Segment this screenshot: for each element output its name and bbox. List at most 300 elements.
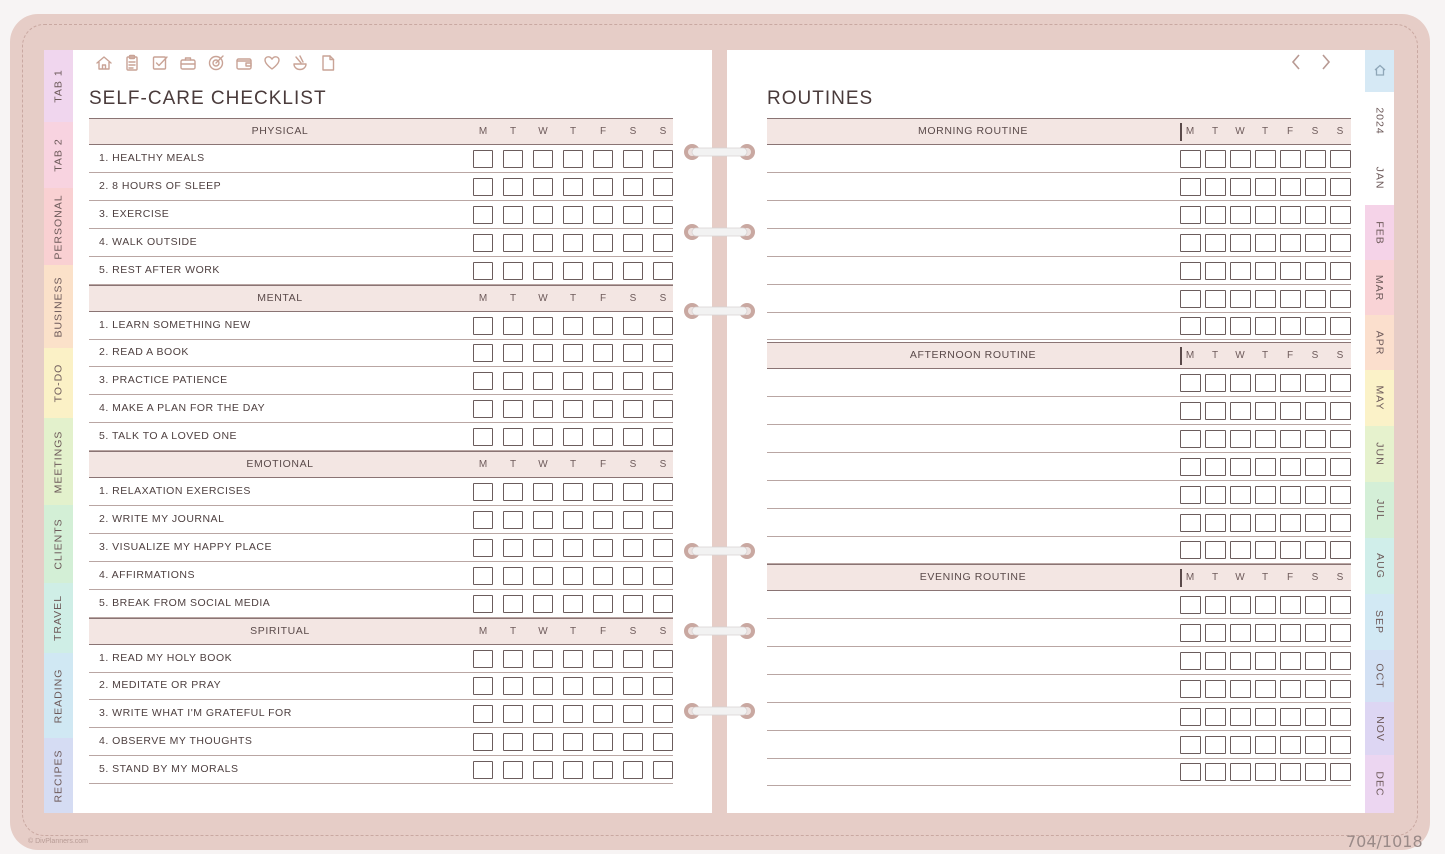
routine-checkbox-t-3[interactable]: [1255, 150, 1276, 168]
checkbox-t-3[interactable]: [563, 206, 583, 224]
checkbox-t-1[interactable]: [503, 206, 523, 224]
routine-checkbox-s-5[interactable]: [1305, 708, 1326, 726]
checkbox-t-1[interactable]: [503, 428, 523, 446]
checkbox-w-2[interactable]: [533, 206, 553, 224]
section-tab-personal[interactable]: [44, 188, 73, 265]
checkbox-w-2[interactable]: [533, 483, 553, 501]
routine-checkbox-m-0[interactable]: [1180, 206, 1201, 224]
checkbox-t-1[interactable]: [503, 262, 523, 280]
routine-checkbox-t-3[interactable]: [1255, 541, 1276, 559]
heart-icon[interactable]: [262, 53, 282, 73]
routine-checkbox-m-0[interactable]: [1180, 150, 1201, 168]
routine-checkbox-t-3[interactable]: [1255, 736, 1276, 754]
checkbox-f-4[interactable]: [593, 733, 613, 751]
routine-checkbox-t-1[interactable]: [1205, 234, 1226, 252]
checkbox-t-3[interactable]: [563, 705, 583, 723]
checkbox-m-0[interactable]: [473, 428, 493, 446]
checkbox-s-6[interactable]: [653, 150, 673, 168]
routine-checkbox-t-1[interactable]: [1205, 178, 1226, 196]
routine-checkbox-s-6[interactable]: [1330, 763, 1351, 781]
home-tab[interactable]: [1365, 50, 1394, 92]
checkbox-f-4[interactable]: [593, 650, 613, 668]
routine-checkbox-t-1[interactable]: [1205, 374, 1226, 392]
checkbox-s-5[interactable]: [623, 483, 643, 501]
routine-checkbox-s-5[interactable]: [1305, 234, 1326, 252]
checkbox-t-1[interactable]: [503, 539, 523, 557]
checkbox-t-1[interactable]: [503, 178, 523, 196]
checkbox-s-5[interactable]: [623, 733, 643, 751]
checkbox-m-0[interactable]: [473, 178, 493, 196]
routine-checkbox-t-1[interactable]: [1205, 541, 1226, 559]
checkbox-f-4[interactable]: [593, 511, 613, 529]
routine-checkbox-w-2[interactable]: [1230, 206, 1251, 224]
routine-checkbox-w-2[interactable]: [1230, 652, 1251, 670]
routine-checkbox-s-6[interactable]: [1330, 458, 1351, 476]
checkbox-t-1[interactable]: [503, 372, 523, 390]
routine-checkbox-w-2[interactable]: [1230, 234, 1251, 252]
routine-checkbox-t-3[interactable]: [1255, 430, 1276, 448]
routine-checkbox-t-3[interactable]: [1255, 763, 1276, 781]
routine-checkbox-s-5[interactable]: [1305, 178, 1326, 196]
checkbox-s-5[interactable]: [623, 150, 643, 168]
section-tab-recipes[interactable]: [44, 738, 73, 813]
checkbox-f-4[interactable]: [593, 372, 613, 390]
checkbox-m-0[interactable]: [473, 150, 493, 168]
checkbox-s-6[interactable]: [653, 206, 673, 224]
routine-checkbox-w-2[interactable]: [1230, 514, 1251, 532]
checkbox-s-6[interactable]: [653, 595, 673, 613]
routine-checkbox-t-1[interactable]: [1205, 736, 1226, 754]
routine-checkbox-t-1[interactable]: [1205, 290, 1226, 308]
section-tab-clients[interactable]: [44, 505, 73, 583]
checkbox-t-3[interactable]: [563, 317, 583, 335]
checkbox-s-6[interactable]: [653, 344, 673, 362]
section-tab-business[interactable]: [44, 265, 73, 348]
routine-checkbox-t-3[interactable]: [1255, 234, 1276, 252]
checkbox-w-2[interactable]: [533, 539, 553, 557]
checkbox-t-1[interactable]: [503, 761, 523, 779]
routine-checkbox-s-5[interactable]: [1305, 652, 1326, 670]
routine-checkbox-m-0[interactable]: [1180, 596, 1201, 614]
checkbox-s-6[interactable]: [653, 234, 673, 252]
routine-checkbox-m-0[interactable]: [1180, 178, 1201, 196]
checkbox-t-3[interactable]: [563, 428, 583, 446]
routine-checkbox-s-5[interactable]: [1305, 514, 1326, 532]
routine-checkbox-s-6[interactable]: [1330, 150, 1351, 168]
wallet-icon[interactable]: [234, 53, 254, 73]
checkbox-f-4[interactable]: [593, 150, 613, 168]
checkbox-t-3[interactable]: [563, 733, 583, 751]
checkbox-m-0[interactable]: [473, 650, 493, 668]
routine-checkbox-t-3[interactable]: [1255, 708, 1276, 726]
checkbox-s-6[interactable]: [653, 428, 673, 446]
checkbox-t-1[interactable]: [503, 483, 523, 501]
checkbox-w-2[interactable]: [533, 567, 553, 585]
routine-checkbox-m-0[interactable]: [1180, 430, 1201, 448]
checkbox-t-1[interactable]: [503, 344, 523, 362]
checkbox-s-5[interactable]: [623, 677, 643, 695]
routine-checkbox-t-1[interactable]: [1205, 680, 1226, 698]
checkbox-t-3[interactable]: [563, 761, 583, 779]
month-tab-mar[interactable]: [1365, 260, 1394, 315]
month-tab-feb[interactable]: [1365, 205, 1394, 260]
routine-checkbox-t-3[interactable]: [1255, 680, 1276, 698]
routine-checkbox-w-2[interactable]: [1230, 736, 1251, 754]
routine-checkbox-f-4[interactable]: [1280, 234, 1301, 252]
routine-checkbox-s-5[interactable]: [1305, 680, 1326, 698]
checkbox-t-1[interactable]: [503, 150, 523, 168]
checkbox-m-0[interactable]: [473, 595, 493, 613]
month-tab-aug[interactable]: [1365, 538, 1394, 594]
routine-checkbox-s-6[interactable]: [1330, 262, 1351, 280]
routine-checkbox-s-5[interactable]: [1305, 206, 1326, 224]
checkbox-icon[interactable]: [150, 53, 170, 73]
routine-checkbox-s-6[interactable]: [1330, 178, 1351, 196]
checkbox-w-2[interactable]: [533, 428, 553, 446]
routine-checkbox-m-0[interactable]: [1180, 624, 1201, 642]
checkbox-s-6[interactable]: [653, 567, 673, 585]
checkbox-m-0[interactable]: [473, 372, 493, 390]
checkbox-t-1[interactable]: [503, 733, 523, 751]
checkbox-t-3[interactable]: [563, 178, 583, 196]
month-tab-nov[interactable]: [1365, 702, 1394, 755]
routine-checkbox-f-4[interactable]: [1280, 541, 1301, 559]
checkbox-f-4[interactable]: [593, 262, 613, 280]
month-tab-may[interactable]: [1365, 370, 1394, 426]
checkbox-m-0[interactable]: [473, 317, 493, 335]
checkbox-t-3[interactable]: [563, 234, 583, 252]
checkbox-s-6[interactable]: [653, 262, 673, 280]
routine-checkbox-f-4[interactable]: [1280, 514, 1301, 532]
routine-checkbox-w-2[interactable]: [1230, 763, 1251, 781]
routine-checkbox-w-2[interactable]: [1230, 430, 1251, 448]
routine-checkbox-t-3[interactable]: [1255, 514, 1276, 532]
routine-checkbox-s-6[interactable]: [1330, 736, 1351, 754]
routine-checkbox-s-6[interactable]: [1330, 652, 1351, 670]
routine-checkbox-s-5[interactable]: [1305, 430, 1326, 448]
routine-checkbox-m-0[interactable]: [1180, 763, 1201, 781]
routine-checkbox-m-0[interactable]: [1180, 374, 1201, 392]
routine-checkbox-w-2[interactable]: [1230, 596, 1251, 614]
routine-checkbox-s-6[interactable]: [1330, 708, 1351, 726]
target-icon[interactable]: [206, 53, 226, 73]
checkbox-w-2[interactable]: [533, 733, 553, 751]
checkbox-s-5[interactable]: [623, 400, 643, 418]
page-icon[interactable]: [318, 53, 338, 73]
checkbox-s-6[interactable]: [653, 733, 673, 751]
routine-checkbox-t-3[interactable]: [1255, 374, 1276, 392]
checkbox-s-5[interactable]: [623, 262, 643, 280]
checkbox-t-3[interactable]: [563, 650, 583, 668]
checkbox-t-3[interactable]: [563, 567, 583, 585]
checkbox-t-3[interactable]: [563, 262, 583, 280]
routine-checkbox-t-1[interactable]: [1205, 262, 1226, 280]
routine-checkbox-t-1[interactable]: [1205, 317, 1226, 335]
routine-checkbox-t-3[interactable]: [1255, 317, 1276, 335]
routine-checkbox-t-1[interactable]: [1205, 708, 1226, 726]
checkbox-s-5[interactable]: [623, 650, 643, 668]
routine-checkbox-f-4[interactable]: [1280, 652, 1301, 670]
checkbox-w-2[interactable]: [533, 705, 553, 723]
routine-checkbox-s-5[interactable]: [1305, 541, 1326, 559]
month-tab-sep[interactable]: [1365, 594, 1394, 650]
routine-checkbox-s-6[interactable]: [1330, 206, 1351, 224]
checkbox-w-2[interactable]: [533, 317, 553, 335]
checkbox-m-0[interactable]: [473, 761, 493, 779]
routine-checkbox-s-6[interactable]: [1330, 402, 1351, 420]
checkbox-t-1[interactable]: [503, 317, 523, 335]
checkbox-s-6[interactable]: [653, 677, 673, 695]
checkbox-w-2[interactable]: [533, 677, 553, 695]
routine-checkbox-f-4[interactable]: [1280, 486, 1301, 504]
routine-checkbox-t-1[interactable]: [1205, 206, 1226, 224]
routine-checkbox-m-0[interactable]: [1180, 736, 1201, 754]
checkbox-w-2[interactable]: [533, 595, 553, 613]
routine-checkbox-w-2[interactable]: [1230, 541, 1251, 559]
routine-checkbox-t-3[interactable]: [1255, 624, 1276, 642]
routine-checkbox-f-4[interactable]: [1280, 430, 1301, 448]
routine-checkbox-t-3[interactable]: [1255, 206, 1276, 224]
routine-checkbox-s-6[interactable]: [1330, 541, 1351, 559]
routine-checkbox-f-4[interactable]: [1280, 708, 1301, 726]
month-tab-jul[interactable]: [1365, 482, 1394, 538]
routine-checkbox-m-0[interactable]: [1180, 234, 1201, 252]
checkbox-s-5[interactable]: [623, 761, 643, 779]
routine-checkbox-s-6[interactable]: [1330, 514, 1351, 532]
routine-checkbox-t-3[interactable]: [1255, 178, 1276, 196]
checkbox-m-0[interactable]: [473, 344, 493, 362]
checkbox-t-1[interactable]: [503, 511, 523, 529]
routine-checkbox-s-6[interactable]: [1330, 430, 1351, 448]
checkbox-f-4[interactable]: [593, 317, 613, 335]
routine-checkbox-s-5[interactable]: [1305, 150, 1326, 168]
routine-checkbox-f-4[interactable]: [1280, 763, 1301, 781]
checkbox-s-6[interactable]: [653, 483, 673, 501]
routine-checkbox-s-5[interactable]: [1305, 458, 1326, 476]
checkbox-w-2[interactable]: [533, 372, 553, 390]
checkbox-t-3[interactable]: [563, 483, 583, 501]
checkbox-t-1[interactable]: [503, 650, 523, 668]
checkbox-s-6[interactable]: [653, 178, 673, 196]
routine-checkbox-f-4[interactable]: [1280, 736, 1301, 754]
checkbox-s-5[interactable]: [623, 511, 643, 529]
checkbox-m-0[interactable]: [473, 567, 493, 585]
routine-checkbox-t-1[interactable]: [1205, 402, 1226, 420]
checkbox-t-3[interactable]: [563, 400, 583, 418]
routine-checkbox-f-4[interactable]: [1280, 680, 1301, 698]
routine-checkbox-t-3[interactable]: [1255, 262, 1276, 280]
checkbox-s-6[interactable]: [653, 372, 673, 390]
month-tab-oct[interactable]: [1365, 650, 1394, 702]
routine-checkbox-s-5[interactable]: [1305, 736, 1326, 754]
checkbox-w-2[interactable]: [533, 400, 553, 418]
checkbox-f-4[interactable]: [593, 206, 613, 224]
routine-checkbox-s-5[interactable]: [1305, 374, 1326, 392]
routine-checkbox-f-4[interactable]: [1280, 150, 1301, 168]
routine-checkbox-t-3[interactable]: [1255, 402, 1276, 420]
checkbox-w-2[interactable]: [533, 262, 553, 280]
checkbox-s-5[interactable]: [623, 206, 643, 224]
routine-checkbox-m-0[interactable]: [1180, 708, 1201, 726]
routine-checkbox-m-0[interactable]: [1180, 680, 1201, 698]
checkbox-w-2[interactable]: [533, 344, 553, 362]
section-tab-reading[interactable]: [44, 653, 73, 738]
checkbox-f-4[interactable]: [593, 595, 613, 613]
routine-checkbox-m-0[interactable]: [1180, 402, 1201, 420]
routine-checkbox-s-5[interactable]: [1305, 596, 1326, 614]
checkbox-m-0[interactable]: [473, 705, 493, 723]
routine-checkbox-t-1[interactable]: [1205, 430, 1226, 448]
routine-checkbox-f-4[interactable]: [1280, 624, 1301, 642]
checkbox-s-5[interactable]: [623, 705, 643, 723]
checkbox-m-0[interactable]: [473, 539, 493, 557]
checkbox-t-3[interactable]: [563, 511, 583, 529]
routine-checkbox-t-1[interactable]: [1205, 458, 1226, 476]
checkbox-s-5[interactable]: [623, 178, 643, 196]
checkbox-m-0[interactable]: [473, 483, 493, 501]
routine-checkbox-t-1[interactable]: [1205, 514, 1226, 532]
checkbox-w-2[interactable]: [533, 178, 553, 196]
routine-checkbox-f-4[interactable]: [1280, 317, 1301, 335]
checkbox-s-5[interactable]: [623, 567, 643, 585]
checkbox-s-6[interactable]: [653, 511, 673, 529]
checkbox-f-4[interactable]: [593, 567, 613, 585]
next-page-icon[interactable]: [1318, 52, 1334, 72]
checkbox-s-5[interactable]: [623, 344, 643, 362]
checkbox-t-3[interactable]: [563, 539, 583, 557]
checkbox-t-1[interactable]: [503, 234, 523, 252]
food-icon[interactable]: [290, 53, 310, 73]
checkbox-m-0[interactable]: [473, 677, 493, 695]
routine-checkbox-w-2[interactable]: [1230, 486, 1251, 504]
routine-checkbox-s-6[interactable]: [1330, 374, 1351, 392]
routine-checkbox-s-6[interactable]: [1330, 234, 1351, 252]
routine-checkbox-m-0[interactable]: [1180, 486, 1201, 504]
checkbox-t-3[interactable]: [563, 677, 583, 695]
previous-page-icon[interactable]: [1288, 52, 1304, 72]
routine-checkbox-w-2[interactable]: [1230, 150, 1251, 168]
checkbox-f-4[interactable]: [593, 761, 613, 779]
routine-checkbox-m-0[interactable]: [1180, 262, 1201, 280]
routine-checkbox-w-2[interactable]: [1230, 624, 1251, 642]
clipboard-icon[interactable]: [122, 53, 142, 73]
checkbox-s-5[interactable]: [623, 317, 643, 335]
checkbox-f-4[interactable]: [593, 178, 613, 196]
checkbox-f-4[interactable]: [593, 428, 613, 446]
checkbox-t-3[interactable]: [563, 372, 583, 390]
routine-checkbox-w-2[interactable]: [1230, 680, 1251, 698]
routine-checkbox-s-6[interactable]: [1330, 317, 1351, 335]
checkbox-w-2[interactable]: [533, 150, 553, 168]
checkbox-t-1[interactable]: [503, 567, 523, 585]
section-tab-to-do[interactable]: [44, 348, 73, 418]
checkbox-t-3[interactable]: [563, 344, 583, 362]
routine-checkbox-s-5[interactable]: [1305, 317, 1326, 335]
routine-checkbox-t-1[interactable]: [1205, 486, 1226, 504]
checkbox-f-4[interactable]: [593, 344, 613, 362]
checkbox-t-3[interactable]: [563, 595, 583, 613]
routine-checkbox-t-3[interactable]: [1255, 458, 1276, 476]
routine-checkbox-f-4[interactable]: [1280, 206, 1301, 224]
checkbox-s-5[interactable]: [623, 595, 643, 613]
routine-checkbox-t-1[interactable]: [1205, 652, 1226, 670]
routine-checkbox-w-2[interactable]: [1230, 458, 1251, 476]
checkbox-s-6[interactable]: [653, 400, 673, 418]
checkbox-w-2[interactable]: [533, 650, 553, 668]
checkbox-s-5[interactable]: [623, 428, 643, 446]
routine-checkbox-w-2[interactable]: [1230, 708, 1251, 726]
checkbox-s-6[interactable]: [653, 650, 673, 668]
month-tab-2024[interactable]: [1365, 92, 1394, 150]
checkbox-m-0[interactable]: [473, 206, 493, 224]
routine-checkbox-m-0[interactable]: [1180, 541, 1201, 559]
routine-checkbox-t-1[interactable]: [1205, 596, 1226, 614]
month-tab-dec[interactable]: [1365, 755, 1394, 813]
routine-checkbox-t-1[interactable]: [1205, 763, 1226, 781]
checkbox-s-5[interactable]: [623, 372, 643, 390]
checkbox-w-2[interactable]: [533, 761, 553, 779]
checkbox-f-4[interactable]: [593, 677, 613, 695]
routine-checkbox-s-6[interactable]: [1330, 596, 1351, 614]
routine-checkbox-f-4[interactable]: [1280, 290, 1301, 308]
routine-checkbox-t-3[interactable]: [1255, 486, 1276, 504]
checkbox-s-6[interactable]: [653, 705, 673, 723]
routine-checkbox-f-4[interactable]: [1280, 374, 1301, 392]
routine-checkbox-t-3[interactable]: [1255, 596, 1276, 614]
routine-checkbox-s-5[interactable]: [1305, 290, 1326, 308]
checkbox-s-5[interactable]: [623, 539, 643, 557]
checkbox-w-2[interactable]: [533, 234, 553, 252]
routine-checkbox-s-5[interactable]: [1305, 486, 1326, 504]
routine-checkbox-f-4[interactable]: [1280, 458, 1301, 476]
routine-checkbox-s-5[interactable]: [1305, 624, 1326, 642]
routine-checkbox-s-6[interactable]: [1330, 290, 1351, 308]
checkbox-s-5[interactable]: [623, 234, 643, 252]
checkbox-t-3[interactable]: [563, 150, 583, 168]
checkbox-t-1[interactable]: [503, 677, 523, 695]
routine-checkbox-s-6[interactable]: [1330, 486, 1351, 504]
checkbox-t-1[interactable]: [503, 595, 523, 613]
routine-checkbox-f-4[interactable]: [1280, 178, 1301, 196]
checkbox-f-4[interactable]: [593, 705, 613, 723]
month-tab-jun[interactable]: [1365, 426, 1394, 482]
checkbox-m-0[interactable]: [473, 234, 493, 252]
checkbox-t-1[interactable]: [503, 400, 523, 418]
routine-checkbox-w-2[interactable]: [1230, 262, 1251, 280]
routine-checkbox-w-2[interactable]: [1230, 290, 1251, 308]
month-tab-apr[interactable]: [1365, 315, 1394, 370]
checkbox-m-0[interactable]: [473, 262, 493, 280]
checkbox-m-0[interactable]: [473, 733, 493, 751]
checkbox-t-1[interactable]: [503, 705, 523, 723]
routine-checkbox-s-6[interactable]: [1330, 680, 1351, 698]
routine-checkbox-f-4[interactable]: [1280, 596, 1301, 614]
routine-checkbox-t-1[interactable]: [1205, 150, 1226, 168]
section-tab-tab-2[interactable]: [44, 122, 73, 188]
routine-checkbox-m-0[interactable]: [1180, 290, 1201, 308]
checkbox-s-6[interactable]: [653, 761, 673, 779]
checkbox-w-2[interactable]: [533, 511, 553, 529]
routine-checkbox-s-5[interactable]: [1305, 402, 1326, 420]
section-tab-meetings[interactable]: [44, 418, 73, 505]
routine-checkbox-w-2[interactable]: [1230, 178, 1251, 196]
checkbox-f-4[interactable]: [593, 234, 613, 252]
routine-checkbox-f-4[interactable]: [1280, 262, 1301, 280]
routine-checkbox-f-4[interactable]: [1280, 402, 1301, 420]
checkbox-f-4[interactable]: [593, 539, 613, 557]
routine-checkbox-m-0[interactable]: [1180, 652, 1201, 670]
routine-checkbox-s-6[interactable]: [1330, 624, 1351, 642]
